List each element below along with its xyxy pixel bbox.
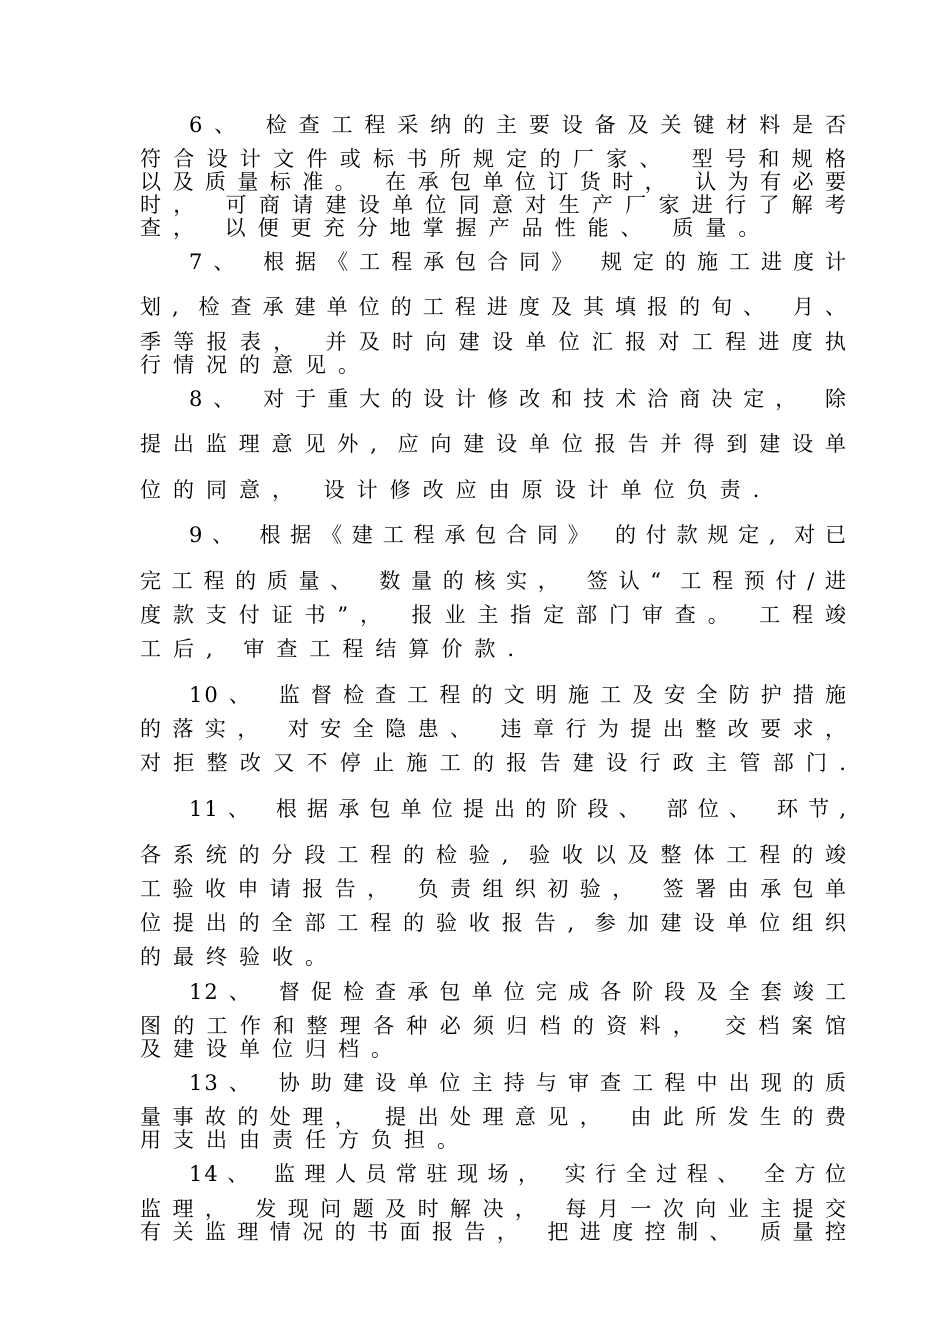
text-line: 9、 根据《建工程承包合同》 的付款规定, 对已 xyxy=(189,523,848,547)
text-line: 提出监理意见外, 应向建设单位报告并得到建设单 xyxy=(140,432,848,456)
text-line: 行情况的意见。 xyxy=(140,353,371,377)
text-line: 14、 监理人员常驻现场， 实行全过程、 全方位 xyxy=(189,1162,848,1186)
text-line: 查， 以便更充分地掌握产品性能、 质量。 xyxy=(140,216,772,240)
text-line: 监理， 发现问题及时解决， 每月一次向业主提交 xyxy=(140,1197,848,1221)
text-line: 符合设计文件或标书所规定的厂家、 型号和规格 xyxy=(140,147,848,171)
text-line: 位提出的全部工程的验收报告, 参加建设单位组织 xyxy=(140,911,848,935)
text-line: 6、 检查工程采纳的主要设备及关键材料是否 xyxy=(189,113,848,137)
text-line: 10、 监督检查工程的文明施工及安全防护措施 xyxy=(189,683,848,707)
text-line: 度款支付证书”， 报业主指定部门审查。 工程竣 xyxy=(140,603,848,627)
text-line: 图的工作和整理各种必须归档的资料， 交档案馆 xyxy=(140,1014,848,1038)
text-line: 以及质量标准。 在承包单位订货时， 认为有必要 xyxy=(140,170,848,194)
text-line: 位的同意， 设计修改应由原设计单位负责. xyxy=(140,478,772,502)
text-line: 完工程的质量、 数量的核实， 签认“ 工程预付/进 xyxy=(140,569,848,593)
text-line: 及建设单位归档。 xyxy=(140,1037,404,1061)
text-line: 划, 检查承建单位的工程进度及其填报的旬、 月、 xyxy=(140,295,848,319)
text-line: 的落实， 对安全隐患、 违章行为提出整改要求， xyxy=(140,717,848,741)
text-line: 季等报表， 并及时向建设单位汇报对工程进度执 xyxy=(140,330,848,354)
text-line: 的最终验收。 xyxy=(140,945,338,969)
text-line: 用支出由责任方负担。 xyxy=(140,1128,470,1152)
text-line: 各系统的分段工程的检验, 验收以及整体工程的竣 xyxy=(140,843,848,867)
text-line: 有关监理情况的书面报告， 把进度控制、 质量控 xyxy=(140,1220,848,1244)
text-line: 量事故的处理， 提出处理意见， 由此所发生的费 xyxy=(140,1105,848,1129)
text-line: 11、 根据承包单位提出的阶段、 部位、 环节, xyxy=(189,797,848,821)
text-line: 7、 根据《工程承包合同》 规定的施工进度计 xyxy=(189,250,848,274)
text-line: 对拒整改又不停止施工的报告建设行政主管部门. xyxy=(140,751,848,775)
text-line: 工后, 审查工程结算价款. xyxy=(140,637,527,661)
text-line: 12、 督促检查承包单位完成各阶段及全套竣工 xyxy=(189,980,848,1004)
text-line: 8、 对于重大的设计修改和技术洽商决定， 除 xyxy=(189,387,848,411)
text-line: 时， 可商请建设单位同意对生产厂家进行了解考 xyxy=(140,193,848,217)
text-line: 工验收申请报告， 负责组织初验， 签署由承包单 xyxy=(140,877,848,901)
text-line: 13、 协助建设单位主持与审查工程中出现的质 xyxy=(189,1071,848,1095)
